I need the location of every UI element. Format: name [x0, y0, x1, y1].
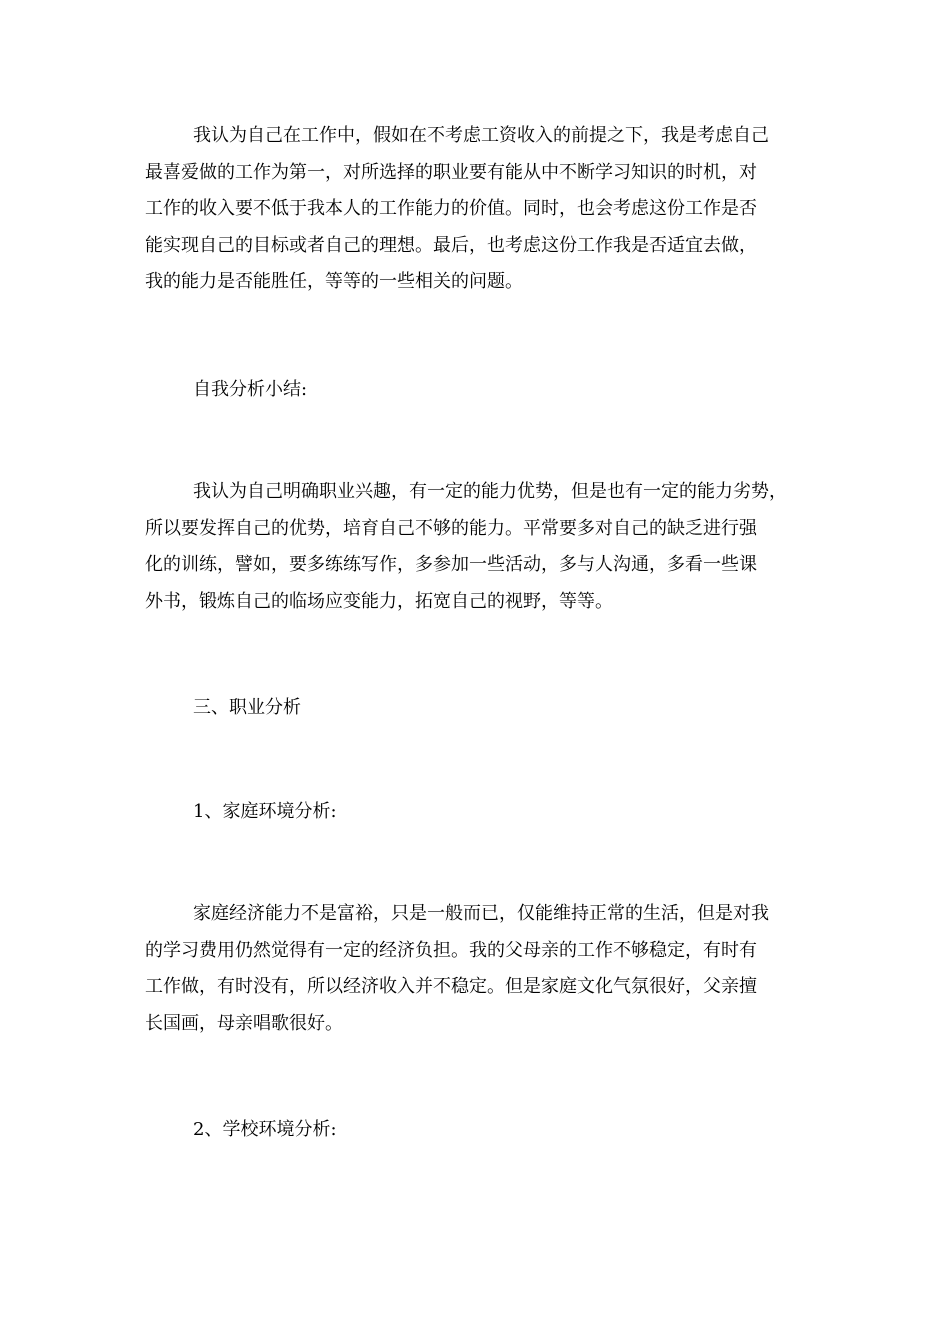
paragraph-family-environment [145, 896, 835, 1042]
text-line: 的学习费用仍然觉得有一定的经济负担。我的父母亲的工作不够稳定，有时有 [145, 939, 757, 961]
text-line: 所以要发挥自己的优势，培育自己不够的能力。平常要多对自己的缺乏进行强 [145, 517, 757, 539]
heading-self-analysis-summary: 自我分析小结: [193, 379, 308, 400]
text-line: 工作的收入要不低于我本人的工作能力的价值。同时，也会考虑这份工作是否 [145, 198, 757, 220]
heading-school-environment: 2、学校环境分析: [193, 1119, 337, 1140]
text-line: 家庭经济能力不是富裕，只是一般而已，仅能维持正常的生活，但是对我 [193, 903, 769, 924]
text-line: 能实现自己的目标或者自己的理想。最后，也考虑这份工作我是否适宜去做， [145, 234, 757, 256]
text-line: 化的训练，譬如，要多练练写作，多参加一些活动，多与人沟通，多看一些课 [145, 554, 757, 576]
paragraph-work-considerations [145, 118, 835, 301]
heading-career-analysis: 三、职业分析 [193, 697, 301, 718]
text-line: 我认为自己明确职业兴趣，有一定的能力优势，但是也有一定的能力劣势， [193, 481, 787, 502]
paragraph-self-summary [145, 474, 835, 620]
text-line: 我认为自己在工作中，假如在不考虑工资收入的前提之下，我是考虑自己 [193, 125, 769, 146]
text-line: 工作做，有时没有，所以经济收入并不稳定。但是家庭文化气氛很好，父亲擅 [145, 976, 757, 998]
heading-family-environment: 1、家庭环境分析: [193, 801, 337, 822]
text-line: 我的能力是否能胜任，等等的一些相关的问题。 [145, 271, 523, 293]
text-line: 长国画，母亲唱歌很好。 [145, 1012, 343, 1034]
text-line: 最喜爱做的工作为第一，对所选择的职业要有能从中不断学习知识的时机，对 [145, 161, 757, 183]
text-line: 外书，锻炼自己的临场应变能力，拓宽自己的视野，等等。 [145, 590, 613, 612]
